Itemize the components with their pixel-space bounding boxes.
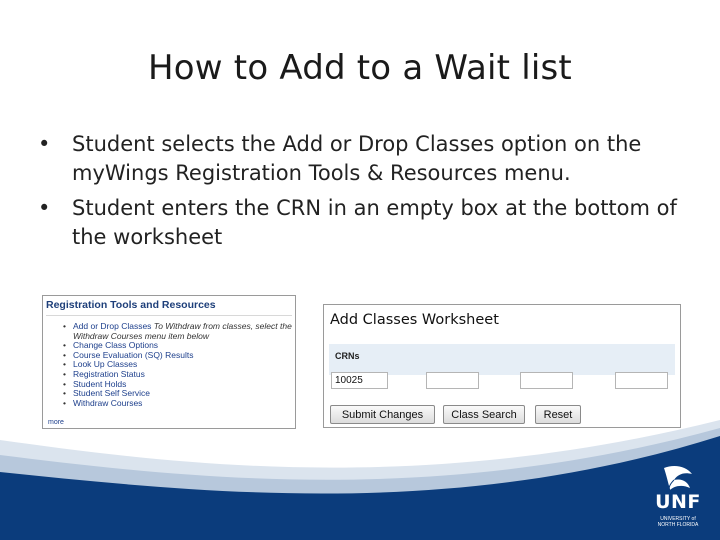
- unf-subtext-line1: UNIVERSITY of: [660, 516, 696, 522]
- crn-label: CRNs: [335, 351, 360, 361]
- class-search-button[interactable]: Class Search: [443, 405, 525, 424]
- bullet-list: [38, 130, 688, 258]
- crn-input-4[interactable]: [615, 372, 668, 389]
- bullet-dot: •: [38, 132, 51, 156]
- crn-input-1[interactable]: [331, 372, 388, 389]
- add-drop-link[interactable]: Add or Drop Classes: [73, 321, 152, 331]
- bullet-item: [38, 130, 688, 188]
- add-drop-note-continued: Withdraw Courses menu item below: [73, 330, 209, 341]
- registration-menu-list: [43, 322, 295, 408]
- menu-item[interactable]: • Look Up Classes: [63, 360, 295, 370]
- menu-item[interactable]: • Change Class Options: [63, 341, 295, 351]
- bullet-text: Student enters the CRN in an empty box at the bottom of the worksheet: [72, 196, 677, 249]
- menu-item[interactable]: • Student Holds: [63, 380, 295, 390]
- bullet-text: Student selects the Add or Drop Classes option on the myWings Registration Tools & Resources menu.: [72, 132, 642, 185]
- menu-item[interactable]: • Withdraw Courses: [63, 399, 295, 409]
- submit-changes-button[interactable]: Submit Changes: [330, 405, 435, 424]
- registration-menu-header: Registration Tools and Resources: [46, 298, 292, 316]
- reset-button[interactable]: Reset: [535, 405, 581, 424]
- bullet-item: [38, 194, 688, 252]
- unf-subtext-line2: NORTH FLORIDA: [657, 522, 699, 528]
- crn-input-2[interactable]: [426, 372, 479, 389]
- bullet-dot: •: [38, 196, 51, 220]
- menu-item[interactable]: • Student Self Service: [63, 389, 295, 399]
- menu-item[interactable]: • Registration Status: [63, 370, 295, 380]
- worksheet-title: Add Classes Worksheet: [330, 312, 499, 328]
- slide-title: How to Add to a Wait list: [148, 48, 572, 88]
- add-drop-note: To Withdraw from classes, select the: [153, 321, 292, 331]
- menu-item[interactable]: • Course Evaluation (SQ) Results: [63, 351, 295, 361]
- crn-header-band: [329, 344, 675, 375]
- unf-logo-subtext: [651, 516, 705, 528]
- more-link[interactable]: more: [48, 419, 64, 426]
- footer-wave: [0, 400, 720, 540]
- crn-input-3[interactable]: [520, 372, 573, 389]
- unf-logo-text: UNF: [655, 491, 701, 513]
